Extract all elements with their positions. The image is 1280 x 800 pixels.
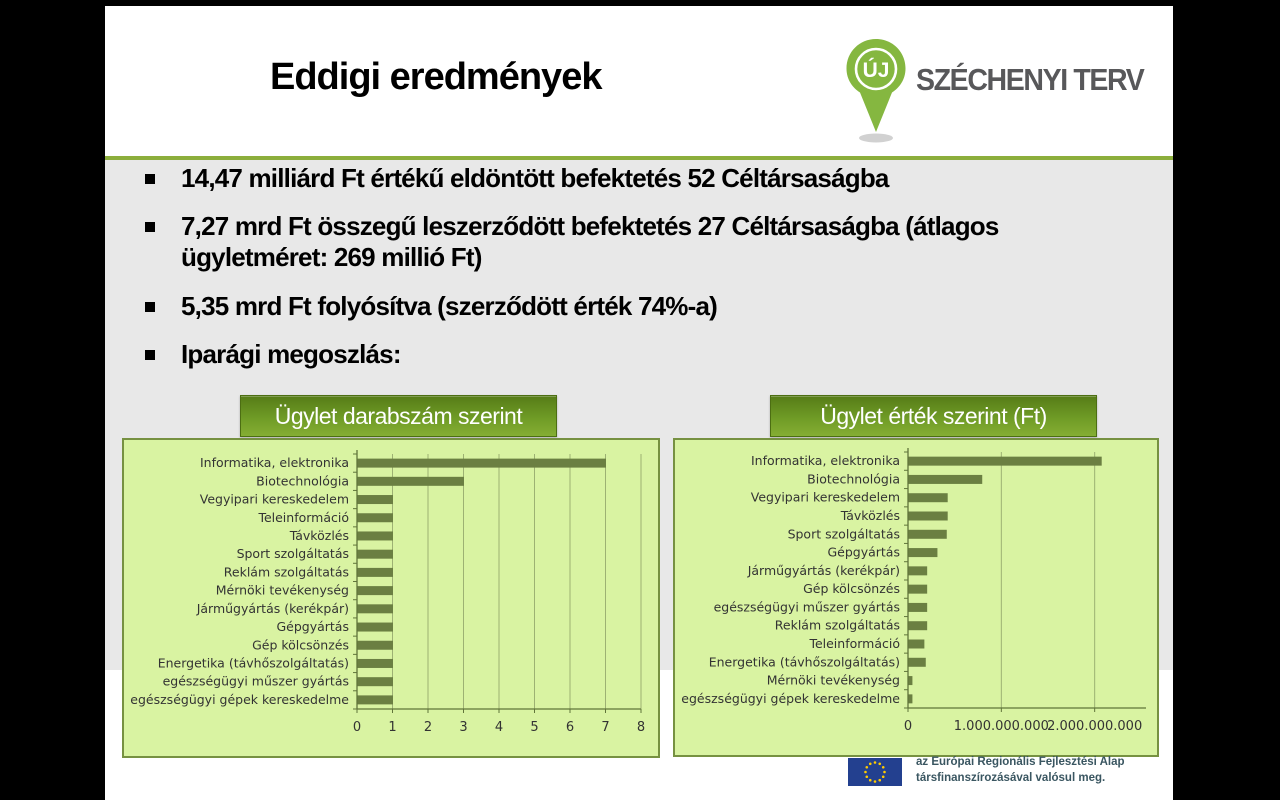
eu-star bbox=[878, 779, 881, 782]
bar bbox=[358, 641, 394, 650]
x-tick-label: 1 bbox=[388, 720, 397, 735]
eu-star bbox=[865, 775, 868, 778]
bar bbox=[909, 493, 948, 502]
category-label: Reklám szolgáltatás bbox=[774, 617, 900, 633]
bar bbox=[358, 495, 394, 504]
bar bbox=[358, 586, 394, 595]
bullet-item: 7,27 mrd Ft összegű leszerződött befektetés 27 Céltársaságba (átlagos ügyletméret: 269 millió Ft) bbox=[143, 211, 1118, 273]
x-tick-label: 0 bbox=[352, 720, 362, 735]
bar bbox=[358, 477, 465, 486]
category-label: Gépgyártás bbox=[827, 544, 900, 560]
category-label: Reklám szolgáltatás bbox=[223, 564, 349, 580]
bar bbox=[358, 623, 394, 632]
logo-wordmark: SZÉCHENYI TERV bbox=[916, 62, 1144, 97]
bar bbox=[909, 694, 913, 703]
eu-flag-icon bbox=[848, 758, 902, 786]
bar bbox=[358, 513, 394, 522]
bar bbox=[909, 548, 938, 557]
category-label: Teleinformáció bbox=[258, 509, 349, 525]
category-label: Mérnöki tevékenység bbox=[766, 672, 900, 688]
bar bbox=[909, 640, 925, 649]
category-label: Sport szolgáltatás bbox=[236, 546, 349, 562]
category-label: Informatika, elektronika bbox=[751, 453, 900, 469]
category-label: Vegyipari kereskedelem bbox=[199, 491, 349, 507]
x-tick-label: 6 bbox=[565, 720, 575, 735]
bar bbox=[358, 459, 607, 468]
x-tick-label: 1.000.000.000 bbox=[953, 719, 1049, 734]
x-tick-label: 0 bbox=[903, 719, 913, 734]
category-label: Sport szolgáltatás bbox=[787, 526, 900, 542]
bullet-item: 5,35 mrd Ft folyósítva (szerződött érték 74%-a) bbox=[143, 291, 1118, 322]
category-label: Teleinformáció bbox=[809, 636, 900, 651]
bar bbox=[909, 530, 947, 539]
bar bbox=[909, 621, 928, 630]
category-label: Járműgyártás (kerékpár) bbox=[747, 562, 900, 578]
category-label: egészségügyi műszer gyártás bbox=[713, 599, 900, 615]
category-label: egészségügyi gépek kereskedelme bbox=[681, 690, 900, 706]
footer-line-2: társfinanszírozásával valósul meg. bbox=[916, 771, 1106, 784]
x-tick-label: 3 bbox=[459, 720, 468, 735]
x-tick-label: 5 bbox=[530, 720, 539, 735]
bar bbox=[909, 512, 948, 521]
eu-star bbox=[869, 779, 872, 782]
category-label: Energetika (távhőszolgáltatás) bbox=[157, 655, 349, 671]
bar bbox=[358, 677, 394, 686]
category-label: Biotechnológia bbox=[807, 471, 900, 487]
bar bbox=[909, 457, 1102, 466]
chart-panel-deals-value bbox=[673, 438, 1159, 757]
eu-star bbox=[882, 775, 885, 778]
x-tick-label: 7 bbox=[601, 720, 610, 735]
page-title: Eddigi eredmények bbox=[270, 56, 602, 98]
header-divider bbox=[105, 156, 1173, 160]
bar bbox=[909, 676, 913, 685]
eu-star bbox=[883, 771, 886, 774]
category-label: Távközlés bbox=[840, 508, 900, 523]
category-label: Gép kölcsönzés bbox=[252, 637, 349, 653]
category-label: Gép kölcsönzés bbox=[803, 581, 900, 597]
chart-title-deals-value: Ügylet érték szerint (Ft) bbox=[770, 395, 1097, 437]
x-tick-label: 2 bbox=[423, 720, 433, 735]
bar-chart-deals-count bbox=[124, 440, 658, 756]
bar bbox=[358, 695, 394, 704]
category-label: Energetika (távhőszolgáltatás) bbox=[708, 654, 900, 670]
bar bbox=[909, 566, 928, 575]
x-tick-label: 4 bbox=[494, 720, 504, 735]
bar bbox=[358, 604, 394, 613]
bar-chart-deals-value bbox=[675, 440, 1157, 755]
category-label: egészségügyi műszer gyártás bbox=[162, 673, 349, 689]
eu-star bbox=[878, 762, 881, 765]
szechenyi-balloon-icon bbox=[845, 38, 907, 144]
x-tick-label: 8 bbox=[636, 720, 646, 735]
x-tick-label: 2.000.000.000 bbox=[1047, 719, 1143, 734]
eu-star bbox=[869, 762, 872, 765]
category-label: Mérnöki tevékenység bbox=[215, 582, 349, 598]
eu-star bbox=[882, 766, 885, 769]
chart-title-deals-count: Ügylet darabszám szerint bbox=[240, 395, 557, 437]
bar bbox=[909, 585, 928, 594]
bullet-item: 14,47 milliárd Ft értékű eldöntött befektetés 52 Céltársaságba bbox=[143, 163, 1118, 194]
bar bbox=[358, 659, 394, 668]
chart-panel-deals-count bbox=[122, 438, 660, 758]
bar bbox=[358, 550, 394, 559]
category-label: Távközlés bbox=[289, 527, 349, 543]
category-label: Járműgyártás (kerékpár) bbox=[196, 600, 349, 616]
bullet-list bbox=[143, 163, 1118, 387]
eu-star bbox=[864, 771, 867, 774]
footer-line-1: az Európai Regionális Fejlesztési Alap bbox=[916, 756, 1125, 768]
bar bbox=[909, 658, 926, 667]
bar bbox=[358, 568, 394, 577]
bar bbox=[358, 531, 394, 540]
bar bbox=[909, 603, 928, 612]
category-label: egészségügyi gépek kereskedelme bbox=[130, 691, 349, 707]
category-label: Biotechnológia bbox=[256, 473, 349, 489]
footer-funding-note bbox=[916, 755, 1125, 786]
bullet-item: Iparági megoszlás: bbox=[143, 339, 1118, 370]
category-label: Vegyipari kereskedelem bbox=[750, 489, 900, 505]
eu-star bbox=[874, 780, 877, 783]
eu-star bbox=[874, 761, 877, 764]
eu-star bbox=[865, 766, 868, 769]
logo-badge-text: ÚJ bbox=[862, 59, 890, 82]
bar bbox=[909, 475, 983, 484]
category-label: Gépgyártás bbox=[276, 619, 349, 635]
category-label: Informatika, elektronika bbox=[200, 455, 349, 471]
